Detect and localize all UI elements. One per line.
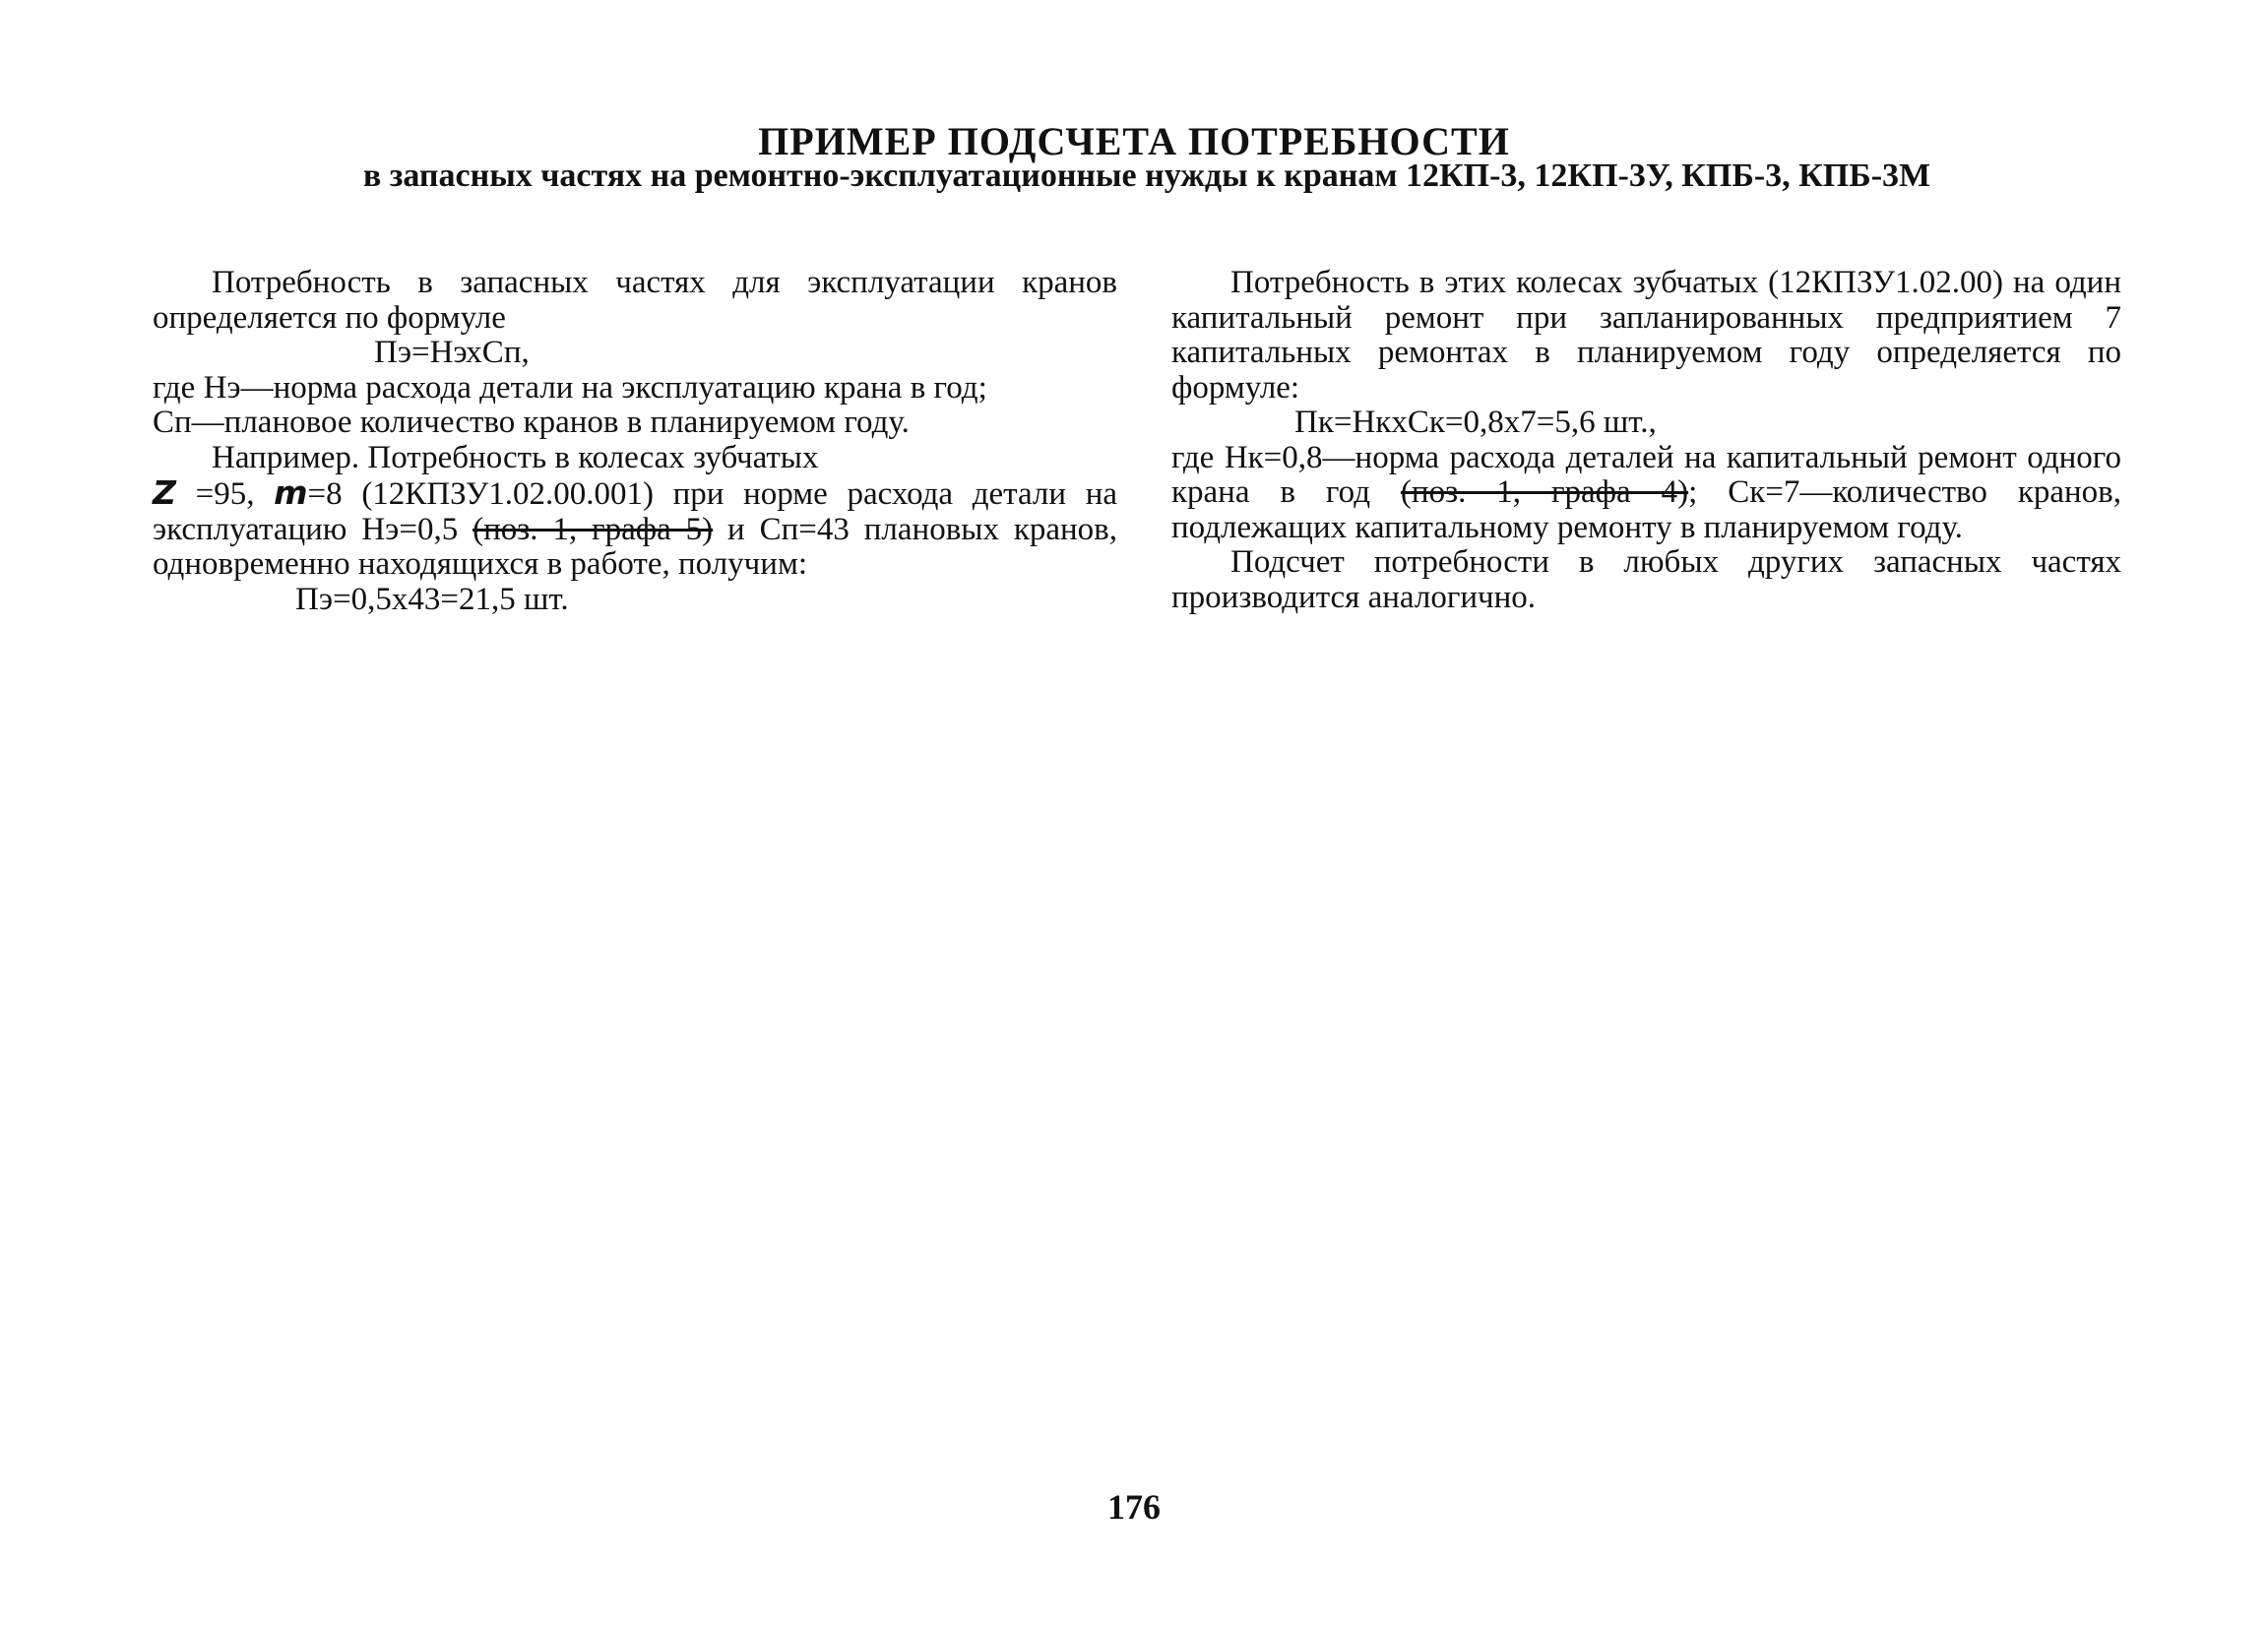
example-text-d: и Сп=43 плановых кранов, одновременно находящихся в работе, получим: bbox=[153, 511, 1118, 582]
struck-reference: (поз. 1, графа 5) bbox=[472, 511, 714, 547]
left-column bbox=[153, 266, 1117, 617]
formula-result-operation: Пэ=0,5х43=21,5 шт. bbox=[295, 581, 569, 617]
example-text-a: Например. Потребность в колесах зубчатых bbox=[212, 439, 819, 475]
formula-repair: Пк=НкхСк=0,8х7=5,6 шт., bbox=[1294, 405, 1657, 440]
repair-paragraph: Потребность в этих колесах зубчатых (12КПЗУ1.02.00) на один капитальный ремонт при запланированных предприятием 7 капитальных ремонтах в планируемом году определяется по формуле: bbox=[1171, 265, 2121, 406]
example-text-b: =95, bbox=[195, 476, 255, 512]
handwritten-z: Z bbox=[153, 473, 176, 512]
struck-reference: (поз. 1, графа 4) bbox=[1400, 474, 1689, 510]
page-title: ПРИМЕР ПОДСЧЕТА ПОТРЕБНОСТИ bbox=[758, 119, 1510, 163]
definition-ne: где Нэ—норма расхода детали на эксплуатацию крана в год; bbox=[153, 369, 987, 406]
page-subtitle: в запасных частях на ремонтно-эксплуатационные нужды к кранам 12КП-3, 12КП-3У, КПБ-3, КПБ-3М bbox=[362, 157, 1931, 194]
definition-sp: Сп—плановое количество кранов в планируемом году. bbox=[153, 405, 910, 440]
page-number: 176 bbox=[1107, 1487, 1161, 1527]
right-column bbox=[1171, 266, 2121, 615]
formula-operation: Пэ=НэхСп, bbox=[374, 335, 530, 370]
example-paragraph bbox=[153, 441, 1117, 583]
definition-nk-text: где Нк=0,8—норма расхода деталей на капитальный ремонт одного крана в год bbox=[1171, 439, 2121, 510]
intro-paragraph: Потребность в запасных частях для эксплуатации кранов определяется по формуле bbox=[153, 265, 1117, 336]
definition-sk-text: ; Ск=7—количество кранов, подлежащих капитальному ремонту в планируемом году. bbox=[1171, 474, 2122, 545]
closing-paragraph: Подсчет потребности в любых других запасных частях производится аналогично. bbox=[1171, 544, 2121, 615]
definition-nk bbox=[1171, 441, 2121, 546]
example-text-c: =8 (12КПЗУ1.02.00.001) при норме расхода детали на эксплуатацию Нэ=0,5 bbox=[153, 476, 1118, 547]
handwritten-m: m bbox=[274, 473, 308, 512]
